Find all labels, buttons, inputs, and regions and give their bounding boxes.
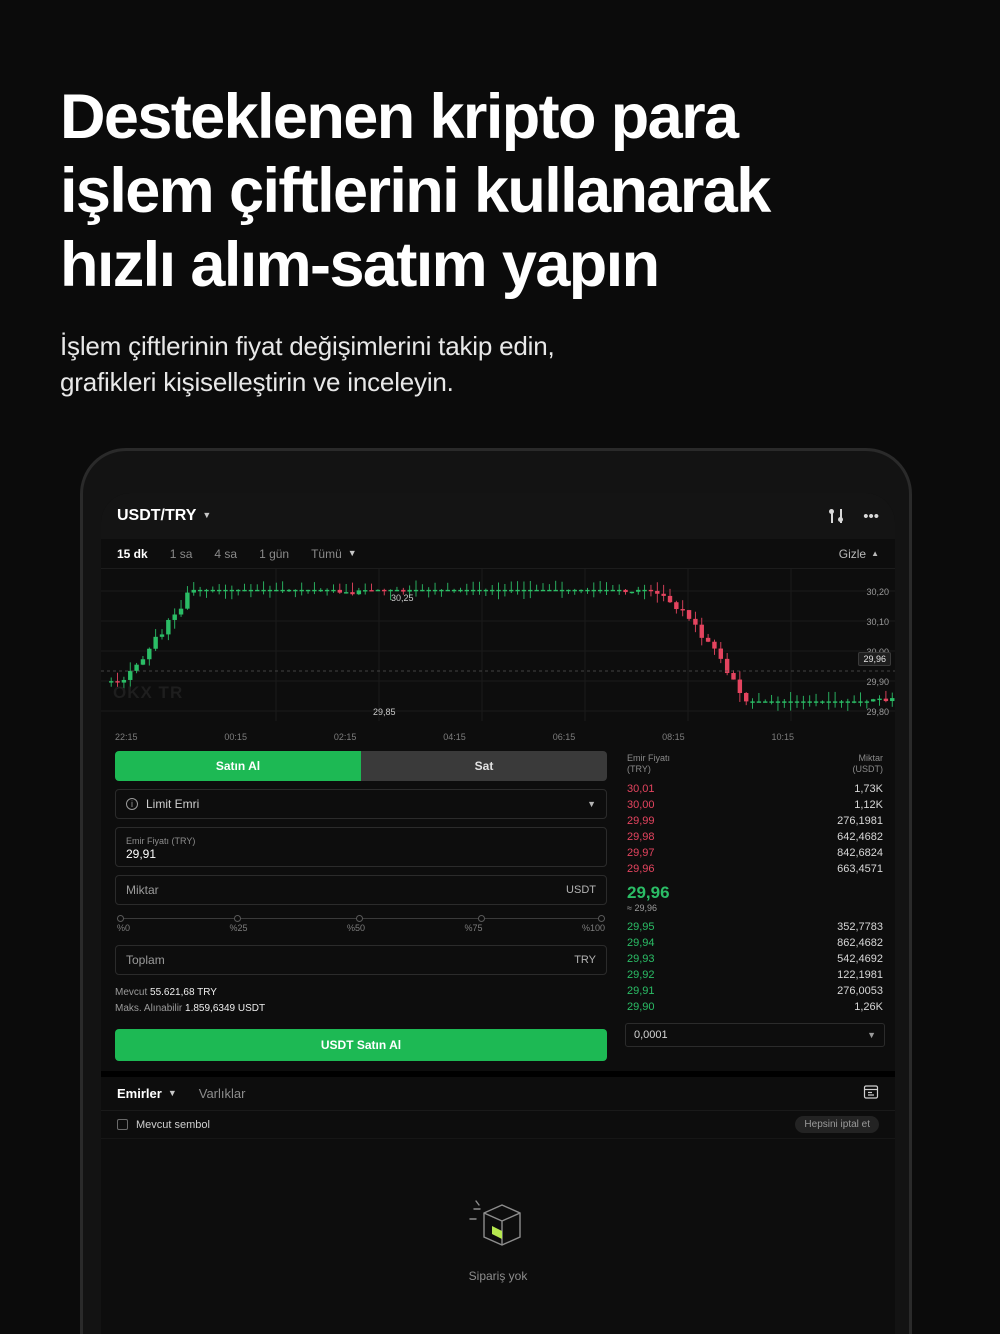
ask-price: 29,98 <box>627 831 655 843</box>
bid-amount: 862,4682 <box>837 937 883 949</box>
timeframe-tumu-label: Tümü <box>311 546 342 561</box>
ask-price: 30,01 <box>627 783 655 795</box>
x-tick-1: 00:15 <box>224 732 247 742</box>
order-price-label: Emir Fiyatı (TRY) <box>126 836 196 846</box>
x-tick-3: 04:15 <box>443 732 466 742</box>
chevron-down-icon: ▼ <box>347 547 357 558</box>
ask-row[interactable] <box>625 829 885 845</box>
empty-state-text: Sipariş yok <box>468 1269 528 1283</box>
ask-amount: 276,1981 <box>837 815 883 827</box>
current-symbol-label: Mevcut sembol <box>136 1118 210 1131</box>
slider-tick-100: %100 <box>581 923 605 933</box>
ask-price: 29,96 <box>627 863 655 875</box>
amount-input[interactable] <box>115 875 607 905</box>
chevron-down-icon: ▼ <box>167 1088 177 1098</box>
page-title-line-1: Desteklenen kripto para <box>60 82 738 152</box>
bid-amount: 122,1981 <box>837 969 883 981</box>
max-label: Maks. Alınabilir <box>115 1003 183 1014</box>
current-symbol-checkbox[interactable] <box>117 1119 128 1130</box>
chevron-down-icon: ▼ <box>202 510 212 520</box>
amount-percent-slider[interactable] <box>117 915 605 933</box>
orders-tabs <box>101 1077 895 1111</box>
sell-tab[interactable]: Sat <box>361 751 607 781</box>
order-book-header <box>625 751 885 781</box>
brand-watermark: OKX TR <box>113 683 184 702</box>
tab-orders-label: Emirler <box>117 1086 162 1101</box>
slider-stop-25[interactable] <box>234 915 241 922</box>
slider-tick-0: %0 <box>117 923 131 933</box>
info-icon: i <box>126 798 138 810</box>
y-tick-4: 29,80 <box>866 707 889 717</box>
last-price-tag: 29,96 <box>858 652 891 666</box>
balance-info <box>115 985 607 1017</box>
ask-row[interactable] <box>625 813 885 829</box>
ask-price: 29,99 <box>627 815 655 827</box>
candlestick-svg <box>101 569 895 729</box>
available-value: 55.621,68 TRY <box>150 987 217 998</box>
x-tick-5: 08:15 <box>662 732 685 742</box>
timeframe-1gun[interactable]: 1 gün <box>259 546 290 561</box>
ask-price: 29,97 <box>627 847 655 859</box>
bid-row[interactable] <box>625 983 885 999</box>
bid-row[interactable] <box>625 935 885 951</box>
bid-price: 29,92 <box>627 969 655 981</box>
hide-chart-label: Gizle <box>838 546 867 561</box>
price-chart[interactable] <box>101 569 895 729</box>
y-tick-0: 30,20 <box>866 587 889 597</box>
ask-amount: 663,4571 <box>837 863 883 875</box>
settings-sliders-icon[interactable] <box>829 509 845 523</box>
order-book-amount-col <box>853 753 884 775</box>
order-type-select[interactable] <box>115 789 607 819</box>
page-subtitle-line-2: grafikleri kişiselleştirin ve inceleyin. <box>60 367 454 397</box>
bid-row[interactable] <box>625 919 885 935</box>
orders-empty-state <box>101 1139 895 1334</box>
bid-price: 29,90 <box>627 1001 655 1013</box>
slider-tick-25: %25 <box>229 923 248 933</box>
slider-stop-75[interactable] <box>478 915 485 922</box>
device-mockup <box>80 448 912 1334</box>
order-type-label: Limit Emri <box>146 797 200 811</box>
slider-tick-50: %50 <box>346 923 365 933</box>
buy-tab[interactable]: Satın Al <box>115 751 361 781</box>
bid-amount: 542,4692 <box>837 953 883 965</box>
y-tick-1: 30,10 <box>866 617 889 627</box>
slider-stop-100[interactable] <box>598 915 605 922</box>
submit-buy-button[interactable]: USDT Satın Al <box>115 1029 607 1061</box>
bid-price: 29,95 <box>627 921 655 933</box>
bid-price: 29,93 <box>627 953 655 965</box>
ask-amount: 1,73K <box>854 783 883 795</box>
ask-amount: 842,6824 <box>837 847 883 859</box>
total-input[interactable] <box>115 945 607 975</box>
timeframe-15dk[interactable]: 15 dk <box>117 546 148 561</box>
slider-stop-50[interactable] <box>356 915 363 922</box>
hero-section <box>60 80 940 400</box>
trade-panel <box>101 745 895 1071</box>
order-price-input[interactable] <box>115 827 607 867</box>
ask-amount: 642,4682 <box>837 831 883 843</box>
bid-row[interactable] <box>625 999 885 1015</box>
chart-time-axis <box>101 729 895 745</box>
page-title-line-3: hızlı alım-satım yapın <box>60 230 659 300</box>
y-tick-3: 29,90 <box>866 677 889 687</box>
order-book-price-col-unit: (TRY) <box>627 764 651 774</box>
ask-amount: 1,12K <box>854 799 883 811</box>
pair-label: USDT/TRY <box>117 507 197 524</box>
mid-price-value: 29,96 <box>627 883 670 902</box>
bid-price: 29,91 <box>627 985 655 997</box>
page-title <box>60 80 940 302</box>
available-row <box>115 985 607 1001</box>
chevron-down-icon: ▼ <box>867 1030 876 1040</box>
chart-high-annotation: 30,25 <box>391 593 414 603</box>
order-book-grouping-select[interactable] <box>625 1023 885 1047</box>
timeframe-bar <box>101 539 895 569</box>
app-screen <box>101 493 895 1334</box>
bid-amount: 352,7783 <box>837 921 883 933</box>
tab-orders[interactable] <box>117 1086 177 1101</box>
order-book-amount-col-title: Miktar <box>858 753 883 763</box>
ask-row[interactable] <box>625 861 885 877</box>
more-options-icon[interactable]: ••• <box>863 507 879 525</box>
bid-amount: 1,26K <box>854 1001 883 1013</box>
x-tick-2: 02:15 <box>333 732 357 742</box>
order-book-price-col <box>627 753 670 775</box>
app-header <box>101 493 895 539</box>
ask-row[interactable] <box>625 845 885 861</box>
slider-tick-labels <box>117 923 605 933</box>
grouping-value: 0,0001 <box>634 1029 668 1041</box>
header-actions <box>829 509 879 524</box>
order-price-value: 29,91 <box>126 847 157 861</box>
order-form <box>101 751 621 1061</box>
order-book-price-col-title: Emir Fiyatı <box>627 753 671 763</box>
page-subtitle-line-1: İşlem çiftlerinin fiyat değişimlerini takip edin, <box>60 331 555 361</box>
timeframe-1sa[interactable]: 1 sa <box>169 546 193 561</box>
max-value: 1.859,6349 USDT <box>185 1003 266 1014</box>
amount-placeholder: Miktar <box>126 883 159 897</box>
slider-stop-0[interactable] <box>117 915 124 922</box>
total-placeholder: Toplam <box>126 953 165 967</box>
amount-unit: USDT <box>566 884 596 896</box>
max-row <box>115 1001 607 1017</box>
total-unit: TRY <box>574 954 596 966</box>
bid-price: 29,94 <box>627 937 655 949</box>
buy-sell-toggle <box>115 751 607 781</box>
chevron-down-icon: ▼ <box>587 799 596 809</box>
x-tick-6: 10:15 <box>771 732 795 742</box>
slider-tick-75: %75 <box>464 923 483 933</box>
order-book-amount-col-unit: (USDT) <box>852 764 883 774</box>
timeframe-tumu[interactable] <box>311 547 357 561</box>
order-book-mid-price <box>625 877 885 919</box>
tab-assets[interactable]: Varlıklar <box>198 1086 246 1101</box>
x-tick-0: 22:15 <box>115 732 138 742</box>
ask-row[interactable] <box>625 797 885 813</box>
orders-filter-bar <box>101 1111 895 1139</box>
page-title-line-2: işlem çiftlerini kullanarak <box>60 156 770 226</box>
order-history-icon[interactable] <box>863 1084 879 1103</box>
page-subtitle <box>60 328 940 400</box>
ask-price: 30,00 <box>627 799 655 811</box>
bid-row[interactable] <box>625 967 885 983</box>
chart-low-annotation: 29,85 <box>373 707 396 717</box>
available-label: Mevcut <box>115 987 148 998</box>
x-tick-4: 06:15 <box>552 732 576 742</box>
timeframe-4sa[interactable]: 4 sa <box>214 546 238 561</box>
cancel-all-button[interactable]: Hepsini iptal et <box>795 1116 879 1133</box>
bid-row[interactable] <box>625 951 885 967</box>
mid-price-approx: ≈ 29,96 <box>627 903 657 913</box>
ask-row[interactable] <box>625 781 885 797</box>
order-book <box>621 751 895 1061</box>
hide-chart-toggle[interactable] <box>839 547 879 561</box>
empty-box-icon <box>464 1195 532 1257</box>
chevron-up-icon: ▲ <box>871 549 879 558</box>
pair-selector[interactable] <box>117 507 211 525</box>
bid-amount: 276,0053 <box>837 985 883 997</box>
